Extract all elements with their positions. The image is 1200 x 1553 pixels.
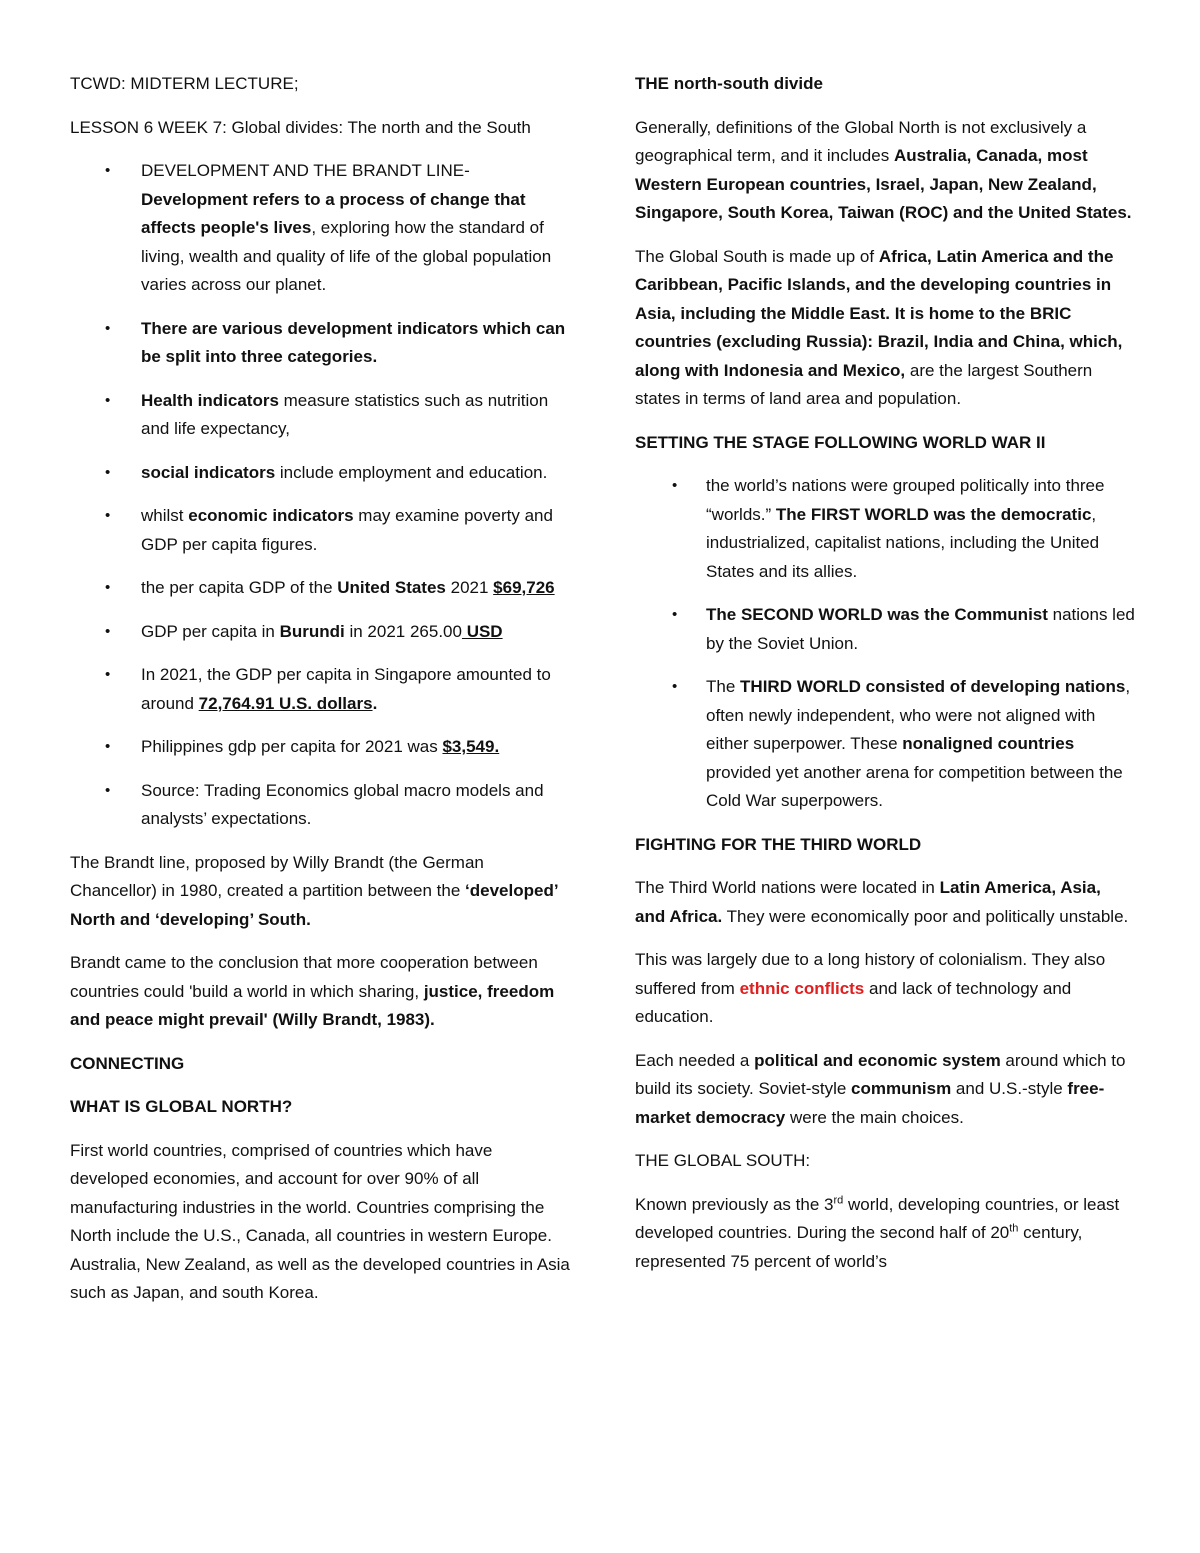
- third-world-location-paragraph: The Third World nations were located in Latin America, Asia, and Africa. They were economically poor and politically unstable.: [635, 878, 1129, 926]
- political-system-paragraph: Each needed a political and economic system around which to build its society. Soviet-style communism and U.S.-style free-market democracy were the main choices.: [635, 1050, 1126, 1127]
- global-north-paragraph: First world countries, comprised of countries which have developed economies, and account for over 90% of all manufacturing industries in the world. Countries comprising the North include the U.S., Canada, all countries in western Europe. Australia, New Zealand, as well as the developed countries in Asia such as Japan, and south Korea.: [70, 1140, 570, 1302]
- brandt-conclusion-paragraph: Brandt came to the conclusion that more cooperation between countries could 'build a world in which sharing, justice, freedom and peace might prevail' (Willy Brandt, 1983).: [70, 953, 555, 1029]
- lecture-title: TCWD: MIDTERM LECTURE;: [70, 74, 299, 93]
- three-worlds-bullet-list: [635, 472, 1135, 816]
- list-item: • In 2021, the GDP per capita in Singapore amounted to around 72,764.91 U.S. dollars.: [70, 661, 570, 718]
- list-item: • Source: Trading Economics global macro models and analysts’ expectations.: [70, 777, 570, 834]
- list-item: • whilst economic indicators may examine poverty and GDP per capita figures.: [70, 502, 570, 559]
- left-column: [70, 70, 570, 1323]
- brandt-line-paragraph: The Brandt line, proposed by Willy Brandt (the German Chancellor) in 1980, created a partition between the ‘developed’ North and ‘developing’ South.: [70, 852, 558, 929]
- list-item: • The SECOND WORLD was the Communist nations led by the Soviet Union.: [635, 601, 1135, 658]
- global-north-definition: Generally, definitions of the Global North is not exclusively a geographical term, and it includes Australia, Canada, most Western European countries, Israel, Japan, New Zealand, Singapore, South Korea, Taiwan (ROC) and the United States.: [635, 117, 1132, 222]
- list-item: • There are various development indicators which can be split into three categories.: [70, 315, 570, 372]
- global-south-definition: The Global South is made up of Africa, Latin America and the Caribbean, Pacific Islands, and the developing countries in Asia, including the Middle East. It is home to the BRIC countries (excluding Russia): Brazil, India and China, which, along with Indonesia and Mexico, are the largest Southern states in terms of land area and population.: [635, 246, 1123, 408]
- setting-the-stage-heading: SETTING THE STAGE FOLLOWING WORLD WAR II: [635, 432, 1046, 452]
- lesson-title: LESSON 6 WEEK 7: Global divides: The north and the South: [70, 117, 531, 137]
- connecting-heading: CONNECTING: [70, 1053, 185, 1073]
- global-north-heading: WHAT IS GLOBAL NORTH?: [70, 1097, 293, 1116]
- list-item: • the per capita GDP of the United States 2021 $69,726: [70, 574, 570, 603]
- list-item: • Health indicators measure statistics such as nutrition and life expectancy,: [70, 387, 570, 444]
- list-item: • social indicators include employment and education.: [70, 459, 570, 488]
- list-item: • DEVELOPMENT AND THE BRANDT LINE- Development refers to a process of change that affects people's lives, exploring how the standard of living, wealth and quality of life of the global population varies across our planet.: [70, 157, 570, 300]
- list-item: • Philippines gdp per capita for 2021 was $3,549.: [70, 733, 570, 762]
- list-item: • GDP per capita in Burundi in 2021 265.00 USD: [70, 618, 570, 647]
- list-item: • the world’s nations were grouped politically into three “worlds.” The FIRST WORLD was the democratic, industrialized, capitalist nations, including the United States and its allies.: [635, 472, 1135, 586]
- north-south-divide-heading: THE north-south divide: [635, 74, 823, 93]
- colonialism-paragraph: This was largely due to a long history of colonialism. They also suffered from ethnic conflicts and lack of technology and education.: [635, 950, 1106, 1026]
- global-south-heading: THE GLOBAL SOUTH:: [635, 1151, 811, 1170]
- list-item: • The THIRD WORLD consisted of developing nations, often newly independent, who were not aligned with either superpower. These nonaligned countries provided yet another arena for competition between the Cold War superpowers.: [635, 673, 1135, 816]
- global-south-paragraph: Known previously as the 3rd world, developing countries, or least developed countries. During the second half of 20th century, represented 75 percent of world’s: [635, 1193, 1120, 1271]
- development-bullet-list: [70, 157, 570, 834]
- right-column: [635, 70, 1135, 1291]
- fighting-third-world-heading: FIGHTING FOR THE THIRD WORLD: [635, 834, 922, 854]
